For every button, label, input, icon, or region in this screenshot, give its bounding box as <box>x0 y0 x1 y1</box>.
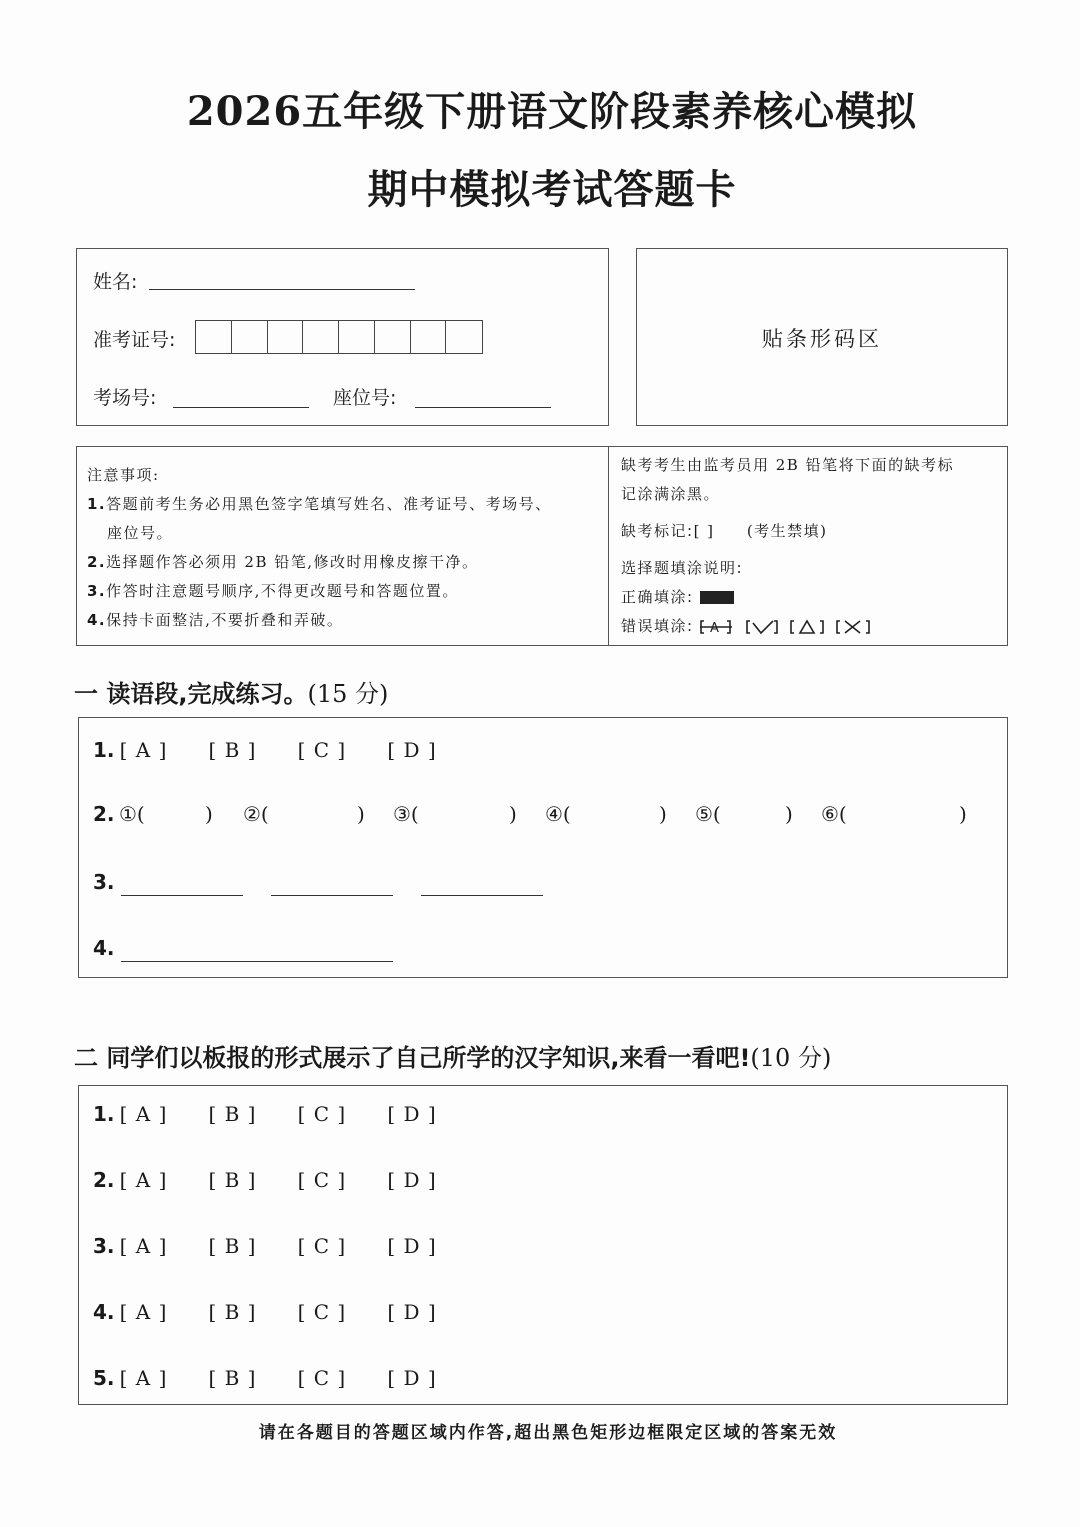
option-d[interactable]: [ D ] <box>387 738 437 762</box>
absent-mark-row: 缺考标记:[ ] (考生禁填) <box>621 522 828 540</box>
option-a[interactable]: [ A ] <box>119 1234 168 1258</box>
blank-3-open[interactable]: ③( <box>393 802 419 826</box>
question-number: 4. <box>93 936 115 960</box>
s2-q1-row <box>93 1102 437 1126</box>
option-d[interactable]: [ D ] <box>387 1234 437 1258</box>
option-b[interactable]: [ B ] <box>208 1366 257 1390</box>
question-number: 4. <box>93 1300 115 1324</box>
option-d[interactable]: [ D ] <box>387 1366 437 1390</box>
option-d[interactable]: [ D ] <box>387 1300 437 1324</box>
divider <box>608 447 609 645</box>
notice-item: 1.答题前考生务必用黑色签字笔填写姓名、准考证号、考场号、 <box>87 495 552 513</box>
option-c[interactable]: [ C ] <box>297 738 347 762</box>
notice-title: 注意事项: <box>87 466 160 484</box>
barcode-label: 贴条形码区 <box>762 327 882 351</box>
room-label: 考场号: <box>93 387 157 409</box>
option-a[interactable]: [ A ] <box>119 738 168 762</box>
room-field[interactable] <box>173 407 309 408</box>
s1-q2-row <box>93 802 993 826</box>
s1-q1-row <box>93 738 437 762</box>
blank-1-close: ) <box>205 802 213 826</box>
exam-id-cell[interactable] <box>375 321 411 353</box>
instructions-box <box>76 446 1008 646</box>
option-b[interactable]: [ B ] <box>208 1102 257 1126</box>
answer-line[interactable] <box>421 895 543 896</box>
question-number: 1. <box>93 738 115 762</box>
question-number: 5. <box>93 1366 115 1390</box>
absent-mark-box[interactable]: [ ] <box>693 522 715 540</box>
option-d[interactable]: [ D ] <box>387 1168 437 1192</box>
answer-line[interactable] <box>121 961 393 962</box>
s2-q5-row <box>93 1366 437 1390</box>
option-c[interactable]: [ C ] <box>297 1366 347 1390</box>
name-label: 姓名: <box>93 271 138 293</box>
footer-note: 请在各题目的答题区域内作答,超出黑色矩形边框限定区域的答案无效 <box>258 1423 838 1443</box>
exam-id-cell[interactable] <box>446 321 482 353</box>
exam-id-cell[interactable] <box>196 321 232 353</box>
section-one-title: 一 读语段,完成练习。(15 分) <box>74 680 389 708</box>
correct-fill-mark-icon <box>700 591 734 604</box>
s2-q3-row <box>93 1234 437 1258</box>
exam-id-cell[interactable] <box>339 321 375 353</box>
section-one-answer-box <box>78 717 1008 978</box>
option-a[interactable]: [ A ] <box>119 1300 168 1324</box>
barcode-area <box>636 248 1008 426</box>
wrong-fill-marks-icon <box>700 618 876 636</box>
absent-section <box>621 451 1005 641</box>
question-number: 3. <box>93 870 115 894</box>
question-number: 2. <box>93 1168 115 1192</box>
question-number: 3. <box>93 1234 115 1258</box>
answer-line[interactable] <box>271 895 393 896</box>
option-c[interactable]: [ C ] <box>297 1168 347 1192</box>
wrong-fill-row: 错误填涂: A <box>621 612 1005 641</box>
blank-2-close: ) <box>357 802 365 826</box>
blank-5-open[interactable]: ⑤( <box>695 802 721 826</box>
svg-text:A: A <box>709 620 721 636</box>
blank-6-close: ) <box>959 802 967 826</box>
blank-3-close: ) <box>509 802 517 826</box>
exam-id-cell[interactable] <box>268 321 304 353</box>
blank-5-close: ) <box>785 802 793 826</box>
blank-2-open[interactable]: ②( <box>243 802 269 826</box>
option-b[interactable]: [ B ] <box>208 1234 257 1258</box>
absent-text: 记涂满涂黑。 <box>621 485 721 503</box>
absent-text: 缺考考生由监考员用 2B 铅笔将下面的缺考标 <box>621 456 955 474</box>
exam-id-grid[interactable] <box>195 320 483 354</box>
option-a[interactable]: [ A ] <box>119 1366 168 1390</box>
notice-item-cont: 座位号。 <box>107 524 174 542</box>
seat-label: 座位号: <box>333 387 397 409</box>
question-number: 1. <box>93 1102 115 1126</box>
option-c[interactable]: [ C ] <box>297 1234 347 1258</box>
s1-q4-row <box>93 936 115 960</box>
absent-mark-note: (考生禁填) <box>746 522 828 540</box>
name-field[interactable] <box>149 289 415 290</box>
answer-line[interactable] <box>121 895 243 896</box>
s1-q3-row <box>93 870 115 894</box>
option-a[interactable]: [ A ] <box>119 1102 168 1126</box>
blank-4-close: ) <box>659 802 667 826</box>
seat-field[interactable] <box>415 407 551 408</box>
option-a[interactable]: [ A ] <box>119 1168 168 1192</box>
exam-id-cell[interactable] <box>303 321 339 353</box>
option-b[interactable]: [ B ] <box>208 1300 257 1324</box>
option-b[interactable]: [ B ] <box>208 738 257 762</box>
blank-6-open[interactable]: ⑥( <box>821 802 847 826</box>
section-two-answer-box <box>78 1085 1008 1405</box>
exam-id-label: 准考证号: <box>93 329 176 351</box>
page-subtitle: 期中模拟考试答题卡 <box>367 166 737 213</box>
notice-item: 2.选择题作答必须用 2B 铅笔,修改时用橡皮擦干净。 <box>87 553 479 571</box>
option-d[interactable]: [ D ] <box>387 1102 437 1126</box>
option-c[interactable]: [ C ] <box>297 1300 347 1324</box>
blank-1-open[interactable]: ①( <box>119 802 145 826</box>
blank-4-open[interactable]: ④( <box>545 802 571 826</box>
correct-fill-row: 正确填涂: <box>621 583 1005 612</box>
exam-id-cell[interactable] <box>232 321 268 353</box>
page-title: 2026五年级下册语文阶段素养核心模拟 <box>186 88 918 135</box>
option-c[interactable]: [ C ] <box>297 1102 347 1126</box>
fill-title: 选择题填涂说明: <box>621 559 744 577</box>
section-two-title: 二 同学们以板报的形式展示了自己所学的汉字知识,来看一看吧!(10 分) <box>74 1044 832 1072</box>
option-b[interactable]: [ B ] <box>208 1168 257 1192</box>
notice-item: 4.保持卡面整洁,不要折叠和弄破。 <box>87 611 344 629</box>
question-number: 2. <box>93 802 115 826</box>
exam-id-cell[interactable] <box>411 321 447 353</box>
notice-item: 3.作答时注意题号顺序,不得更改题号和答题位置。 <box>87 582 459 600</box>
s2-q2-row <box>93 1168 437 1192</box>
notice-section <box>87 461 602 635</box>
s2-q4-row <box>93 1300 437 1324</box>
candidate-info-box <box>76 248 609 426</box>
